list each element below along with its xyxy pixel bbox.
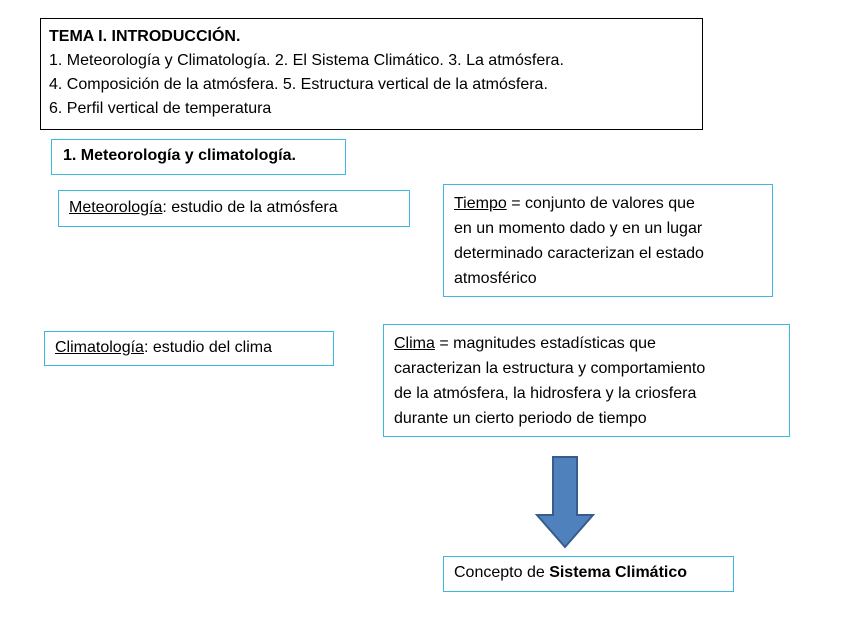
- concepto-prefix: Concepto de: [454, 564, 550, 581]
- tiempo-definition-line-2: en un momento dado y en un lugar: [454, 220, 703, 237]
- concepto-bold: Sistema Climático: [549, 564, 688, 581]
- down-arrow-icon: [535, 455, 595, 550]
- topic-header: [40, 18, 703, 130]
- section-title: 1. Meteorología y climatología.: [51, 139, 346, 175]
- clima-definition-line-1: = magnitudes estadísticas que: [434, 335, 656, 352]
- clima-box: [383, 324, 790, 437]
- meteorologia-definition: : estudio de la atmósfera: [162, 199, 338, 216]
- clima-definition-line-2: caracterizan la estructura y comportamiento: [394, 360, 706, 377]
- tiempo-definition-line-4: atmosférico: [454, 270, 537, 287]
- tiempo-definition-line-3: determinado caracterizan el estado: [454, 245, 704, 262]
- meteorologia-box: [58, 190, 410, 227]
- clima-definition-line-4: durante un cierto periodo de tiempo: [394, 410, 647, 427]
- climatologia-definition: : estudio del clima: [143, 339, 272, 356]
- tiempo-box: [443, 184, 773, 297]
- topic-title: TEMA I. INTRODUCCIÓN.: [49, 28, 241, 45]
- climatologia-box: [44, 331, 334, 366]
- concepto-box: [443, 556, 734, 592]
- topic-list-line-3: 6. Perfil vertical de temperatura: [49, 100, 272, 117]
- climatologia-term: Climatología: [55, 339, 144, 356]
- tiempo-term: Tiempo: [454, 195, 507, 212]
- topic-list-line-1: 1. Meteorología y Climatología. 2. El Sistema Climático. 3. La atmósfera.: [49, 52, 564, 69]
- clima-term: Clima: [394, 335, 435, 352]
- topic-list-line-2: 4. Composición de la atmósfera. 5. Estructura vertical de la atmósfera.: [49, 76, 548, 93]
- tiempo-definition-line-1: = conjunto de valores que: [506, 195, 695, 212]
- clima-definition-line-3: de la atmósfera, la hidrosfera y la criosfera: [394, 385, 697, 402]
- meteorologia-term: Meteorología: [69, 199, 163, 216]
